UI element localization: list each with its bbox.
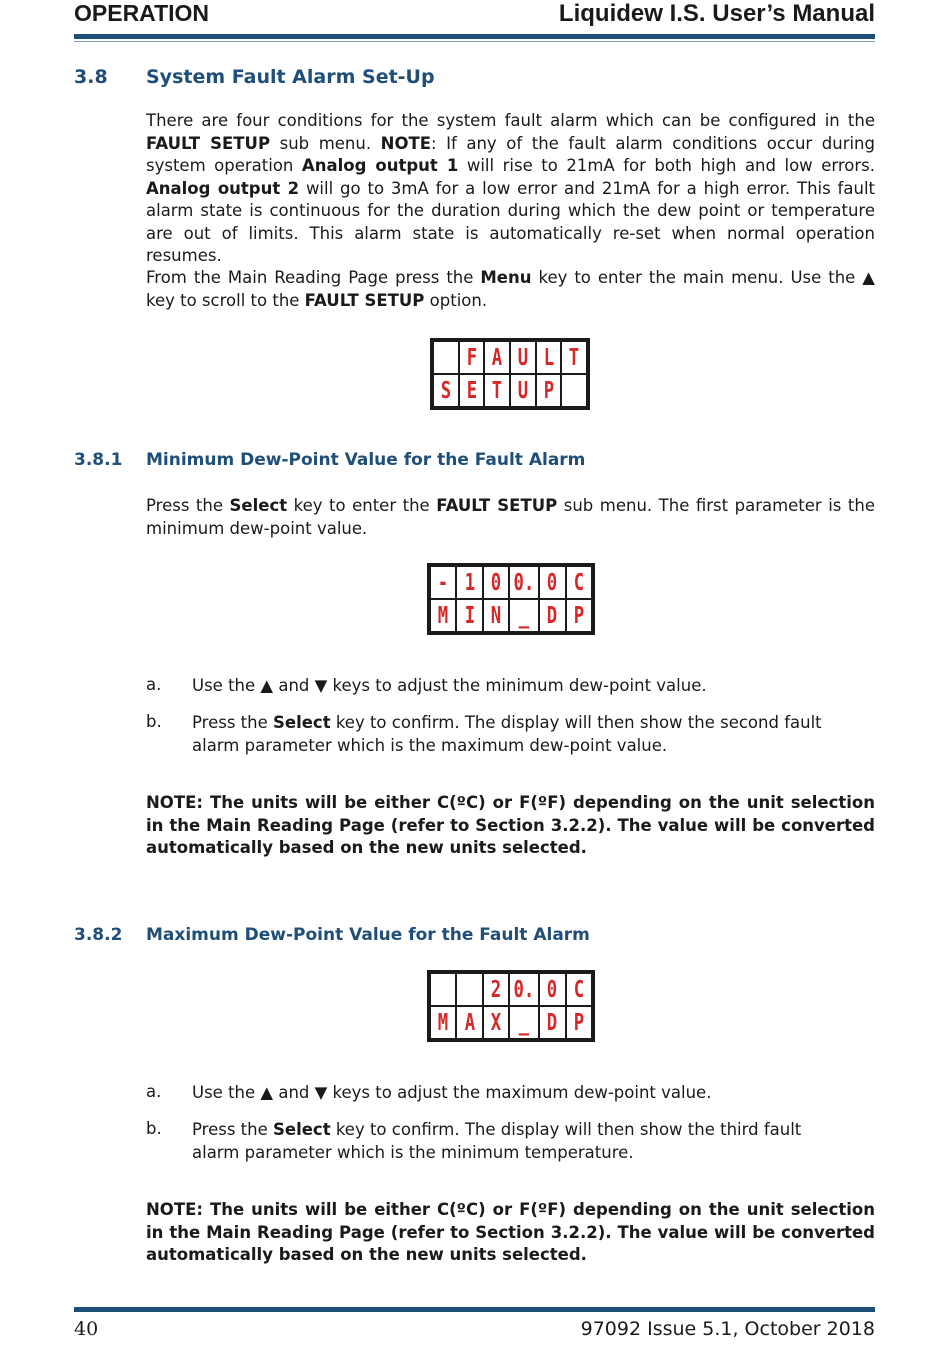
text-run: There are four conditions for the system fault alarm which can be configured in the bbox=[146, 111, 875, 130]
list-item-text bbox=[192, 1082, 832, 1105]
lcd-display-fault-setup bbox=[430, 338, 590, 410]
text-run: will go to 3mA for a low error and 21mA for a high error. This fault alarm state is continuous for the duration during which the dew point or temperature are out of limits. This alarm state is automatically re-set when normal operation resumes. bbox=[146, 178, 875, 265]
subsection-title: Minimum Dew-Point Value for the Fault Alarm bbox=[146, 450, 586, 470]
header-section-title: OPERATION bbox=[74, 0, 210, 26]
bold-term: Analog output 2 bbox=[146, 178, 300, 198]
lcd-character-cell: 0 bbox=[483, 566, 509, 599]
lcd-character-cell: 0. bbox=[509, 566, 539, 599]
lcd-character-cell bbox=[561, 374, 587, 407]
units-note: NOTE: The units will be either C(ºC) or F(ºF) depending on the unit selection in the Main Reading Page (refer to Section 3.2.2). The value will be converted automatically based on the new units selected. bbox=[146, 793, 875, 857]
footer-rule bbox=[74, 1307, 875, 1312]
list-item-text bbox=[192, 675, 832, 698]
text-run: Use the ▲ and ▼ keys to adjust the maximum dew-point value. bbox=[192, 1083, 712, 1102]
section-title: System Fault Alarm Set-Up bbox=[146, 66, 435, 88]
lcd-display-min-dp bbox=[427, 563, 595, 635]
lcd-character-cell: _ bbox=[509, 599, 539, 632]
section-intro-paragraph bbox=[146, 110, 875, 268]
lcd-character-cell: C bbox=[566, 973, 592, 1006]
lcd-character-cell: - bbox=[430, 566, 456, 599]
bold-term: FAULT SETUP bbox=[304, 290, 425, 310]
header-manual-title: Liquidew I.S. User’s Manual bbox=[558, 0, 875, 27]
text-run: option. bbox=[424, 290, 488, 310]
list-item-text bbox=[192, 1119, 832, 1164]
list-item-label: a. bbox=[146, 675, 162, 694]
lcd-character-cell: N bbox=[483, 599, 509, 632]
lcd-character-cell bbox=[430, 973, 456, 1006]
lcd-character-cell: A bbox=[456, 1006, 482, 1039]
menu-instruction-paragraph bbox=[146, 267, 875, 312]
lcd-display-max-dp bbox=[427, 970, 595, 1042]
lcd-character-cell: F bbox=[459, 341, 485, 374]
text-run: sub menu. The first parameter is the minimum dew-point value. bbox=[146, 496, 875, 538]
subsection-number: 3.8.1 bbox=[74, 450, 123, 470]
lcd-character-cell: X bbox=[483, 1006, 509, 1039]
bold-term: FAULT SETUP bbox=[436, 496, 558, 515]
header-rule-thin bbox=[74, 41, 875, 42]
lcd-character-cell: 1 bbox=[456, 566, 482, 599]
lcd-character-cell: 0. bbox=[509, 973, 539, 1006]
list-item-label: a. bbox=[146, 1082, 162, 1101]
bold-term: Select bbox=[273, 1120, 331, 1139]
lcd-character-cell: I bbox=[456, 599, 482, 632]
lcd-character-cell: U bbox=[510, 374, 536, 407]
lcd-character-cell: C bbox=[566, 566, 592, 599]
list-item-label: b. bbox=[146, 712, 162, 731]
subsection-number: 3.8.2 bbox=[74, 925, 123, 945]
lcd-character-cell: M bbox=[430, 1006, 456, 1039]
text-run: key to confirm. The display will then show the third fault alarm parameter which is the minimum temperature. bbox=[192, 1120, 802, 1162]
bold-term: Menu bbox=[480, 268, 532, 287]
subsection-paragraph bbox=[146, 495, 875, 540]
document-reference: 97092 Issue 5.1, October 2018 bbox=[580, 1318, 875, 1340]
text-run: Press the bbox=[192, 1120, 273, 1139]
bold-term: Select bbox=[273, 713, 331, 732]
bold-term: Select bbox=[229, 496, 288, 515]
header-rule bbox=[74, 34, 875, 39]
section-number: 3.8 bbox=[74, 66, 108, 88]
lcd-character-cell: U bbox=[510, 341, 536, 374]
text-run: key to confirm. The display will then show the second fault alarm parameter which is the maximum dew-point value. bbox=[192, 713, 822, 755]
lcd-character-cell: 0 bbox=[539, 973, 565, 1006]
subsection-title: Maximum Dew-Point Value for the Fault Alarm bbox=[146, 925, 590, 945]
intro-text bbox=[146, 110, 875, 268]
select-instruction-text bbox=[146, 495, 875, 540]
page-number: 40 bbox=[74, 1318, 99, 1340]
lcd-character-cell bbox=[433, 341, 459, 374]
text-run: will rise to 21mA for both high and low errors. bbox=[458, 156, 875, 175]
lcd-character-cell: L bbox=[536, 341, 562, 374]
list-item-text bbox=[192, 712, 832, 757]
lcd-character-cell: P bbox=[536, 374, 562, 407]
lcd-character-cell: A bbox=[484, 341, 510, 374]
bold-term: NOTE bbox=[380, 133, 432, 153]
lcd-character-cell: T bbox=[484, 374, 510, 407]
lcd-character-cell: E bbox=[459, 374, 485, 407]
lcd-character-cell: S bbox=[433, 374, 459, 407]
lcd-character-cell: 0 bbox=[539, 566, 565, 599]
text-run: Press the bbox=[192, 713, 273, 732]
lcd-character-cell: 2 bbox=[483, 973, 509, 1006]
text-run: : If any of the fault alarm conditions occur during system operation bbox=[146, 133, 875, 175]
text-run: From the Main Reading Page press the bbox=[146, 268, 481, 287]
text-run: key to enter the main menu. Use the ▲ key to scroll to the bbox=[146, 268, 875, 310]
list-item-label: b. bbox=[146, 1119, 162, 1138]
lcd-character-cell: D bbox=[539, 599, 565, 632]
bold-term: Analog output 1 bbox=[301, 156, 459, 175]
lcd-character-cell: D bbox=[539, 1006, 565, 1039]
menu-instruction-text bbox=[146, 267, 875, 312]
lcd-character-cell: P bbox=[566, 599, 592, 632]
units-note: NOTE: The units will be either C(ºC) or F(ºF) depending on the unit selection in the Main Reading Page (refer to Section 3.2.2). The value will be converted automatically based on the new units selected. bbox=[146, 1200, 875, 1264]
lcd-character-cell: _ bbox=[509, 1006, 539, 1039]
text-run: key to enter the bbox=[287, 496, 437, 515]
lcd-character-cell: M bbox=[430, 599, 456, 632]
text-run: sub menu. bbox=[270, 133, 381, 153]
text-run: Press the bbox=[146, 496, 230, 515]
text-run: Use the ▲ and ▼ keys to adjust the minimum dew-point value. bbox=[192, 676, 707, 695]
lcd-character-cell bbox=[456, 973, 482, 1006]
lcd-character-cell: P bbox=[566, 1006, 592, 1039]
lcd-character-cell: T bbox=[561, 341, 587, 374]
bold-term: FAULT SETUP bbox=[146, 133, 271, 153]
